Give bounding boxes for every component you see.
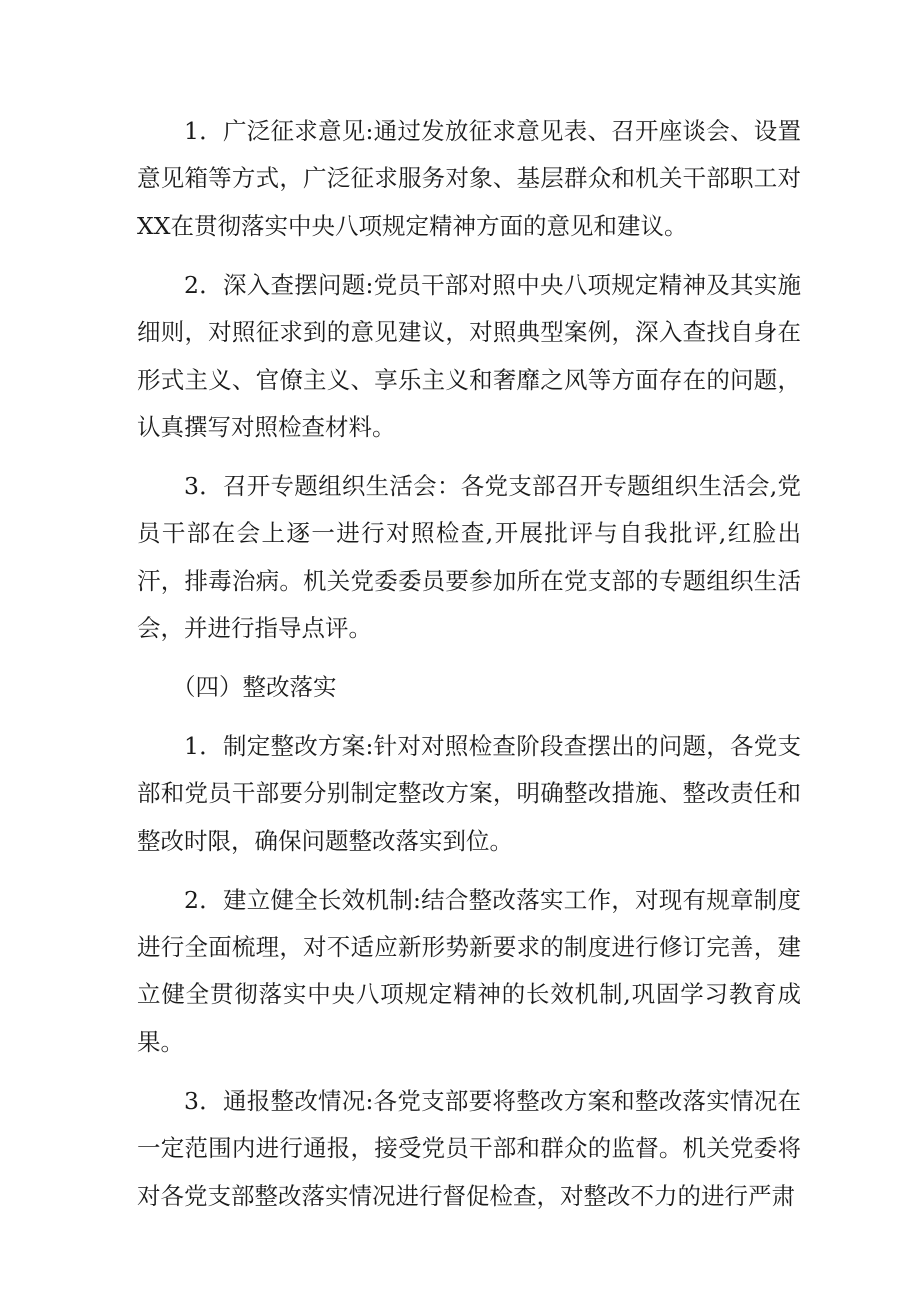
paragraph-collect-opinions: 1．广泛征求意见:通过发放征求意见表、召开座谈会、设置意见箱等方式，广泛征求服务对象、基层群众和机关干部职工对XX在贯彻落实中央八项规定精神方面的意见和建议。 (137, 117, 801, 240)
section-heading-rectification: （四）整改落实 (172, 672, 337, 701)
paragraph-hold-meeting: 3．召开专题组织生活会：各党支部召开专题组织生活会,党员干部在会上逐一进行对照检查,开展批评与自我批评,红脸出汗，排毒治病。机关党委委员要参加所在党支部的专题组织生活会，并进行指导点评。 (137, 471, 801, 643)
paragraph-rectification-plan: 1．制定整改方案:针对对照检查阶段查摆出的问题，各党支部和党员干部要分别制定整改方案，明确整改措施、整改责任和整改时限，确保问题整改落实到位。 (137, 731, 801, 855)
paragraph-long-term-mechanism: 2．建立健全长效机制:结合整改落实工作，对现有规章制度进行全面梳理，对不适应新形势新要求的制度进行修订完善，建立健全贯彻落实中央八项规定精神的长效机制,巩固学习教育成果。 (137, 885, 801, 1056)
document-body (137, 108, 801, 1231)
paragraph-check-problems: 2．深入查摆问题:党员干部对照中央八项规定精神及其实施细则，对照征求到的意见建议，对照典型案例，深入查找自身在形式主义、官僚主义、享乐主义和奢靡之风等方面存在的问题，认真撰写对照检查材料。 (137, 270, 801, 441)
paragraph-report-rectification: 3．通报整改情况:各党支部要将整改方案和整改落实情况在一定范围内进行通报，接受党员干部和群众的监督。机关党委将对各党支部整改落实情况进行督促检查，对整改不力的进行严肃 (137, 1086, 801, 1210)
